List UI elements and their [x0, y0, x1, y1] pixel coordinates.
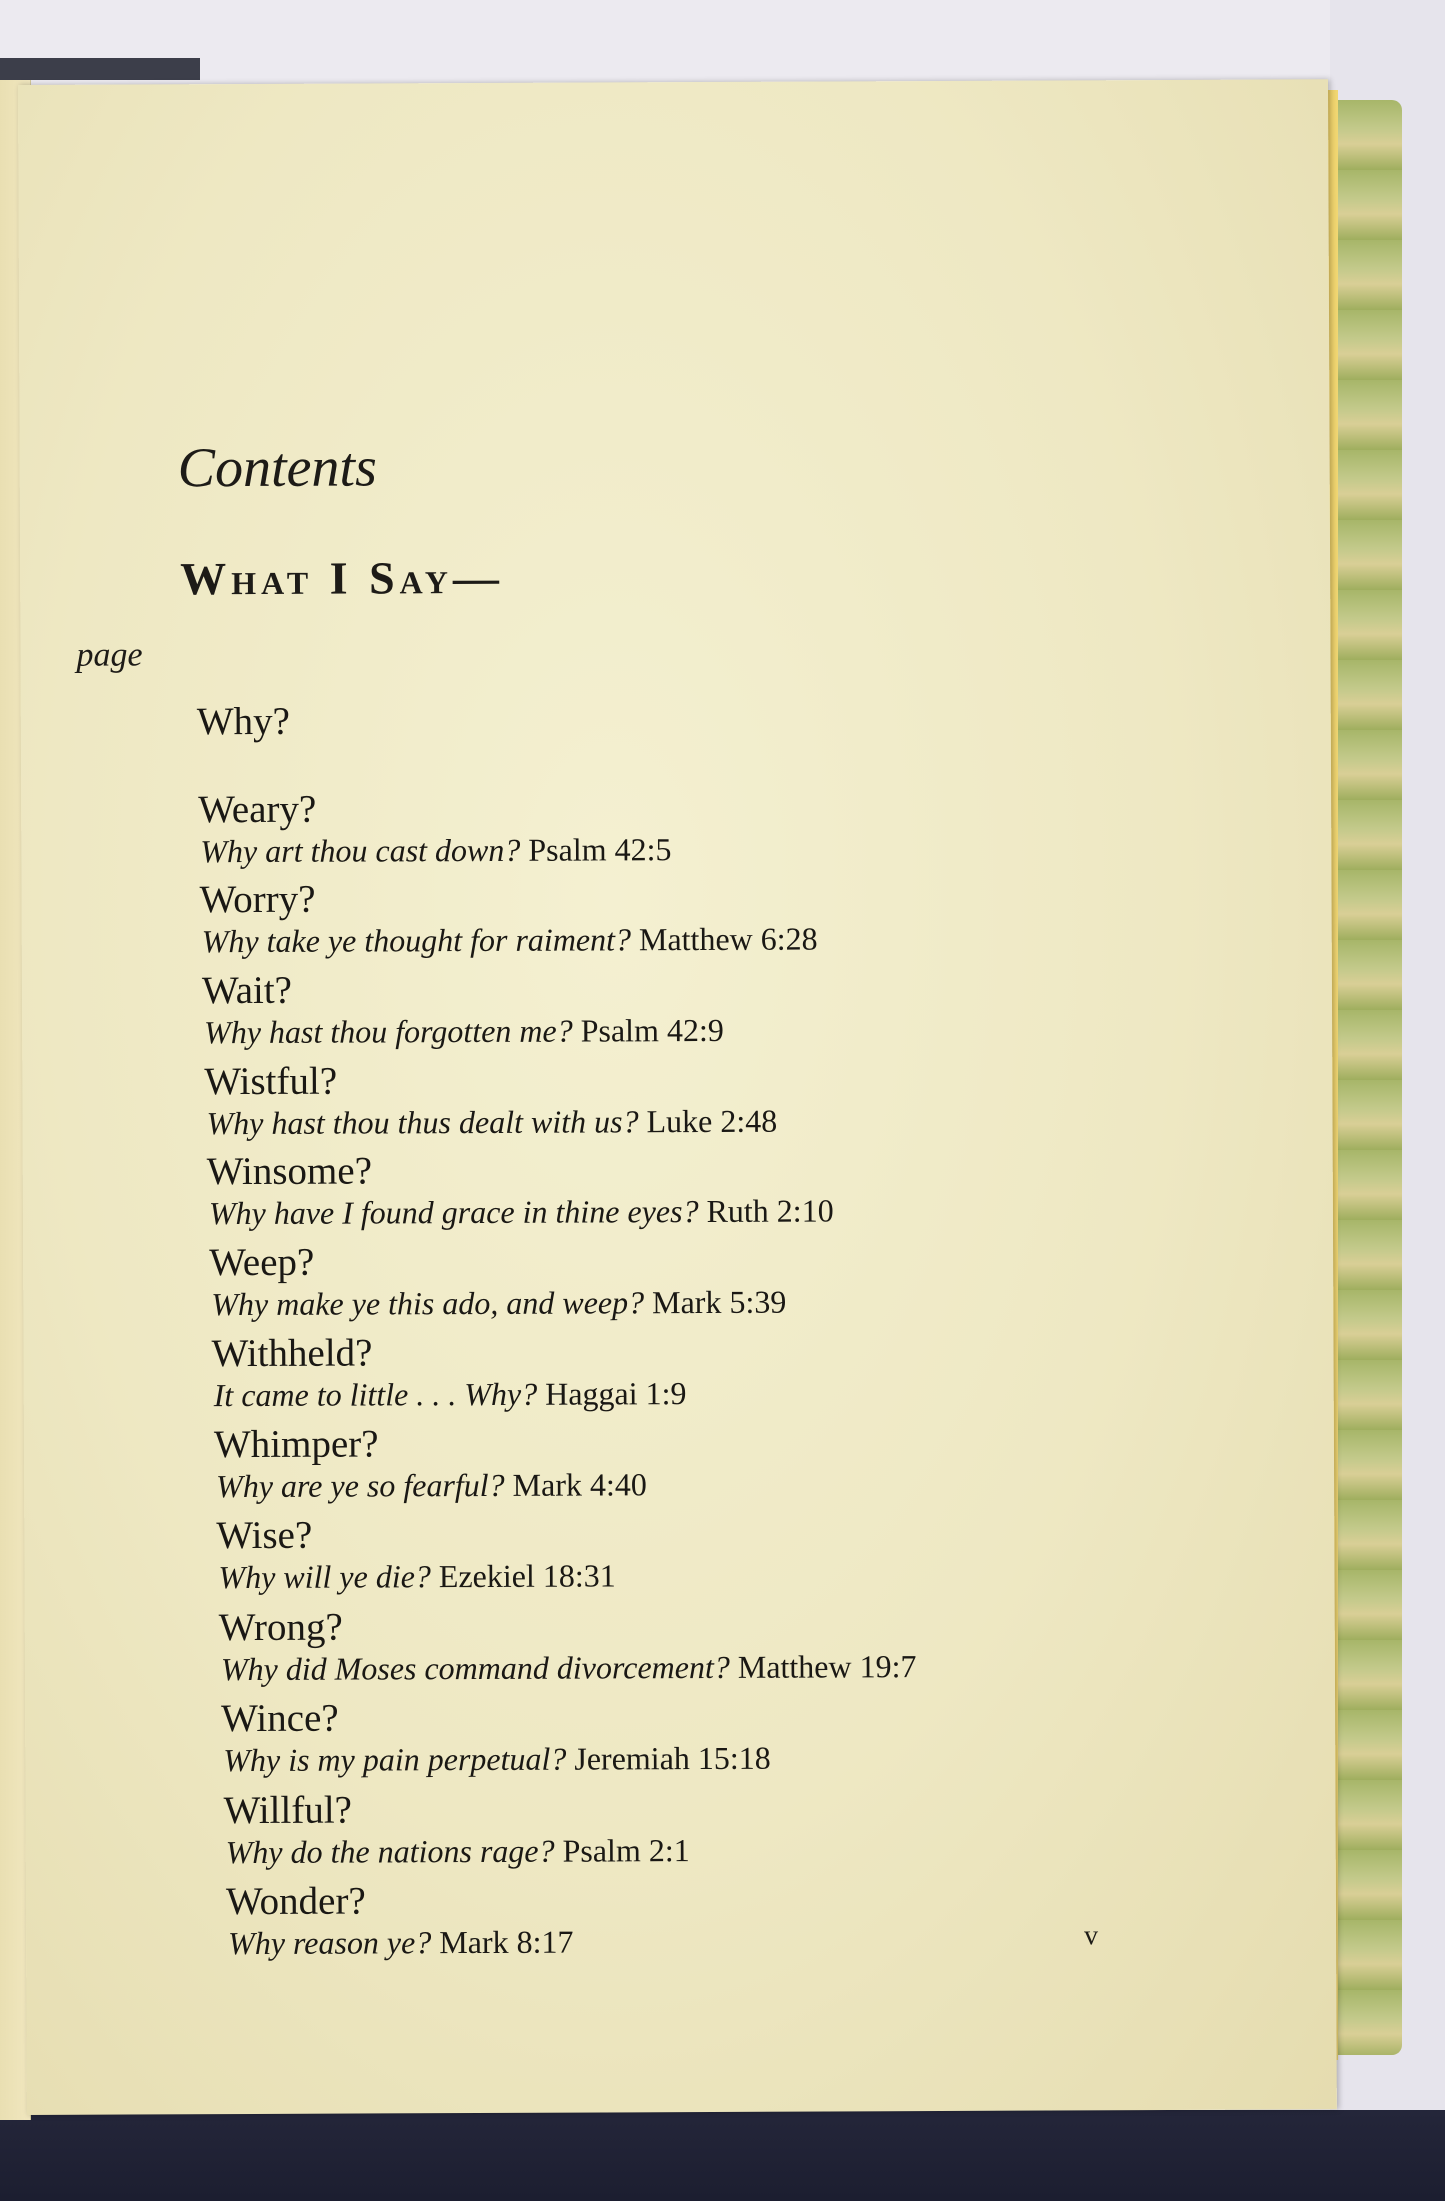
- entry-question: Why art thou cast down?: [200, 831, 521, 870]
- cover-shadow: [0, 2110, 1445, 2201]
- entry-reference: Ezekiel 18:31: [438, 1557, 616, 1595]
- entry-subtitle: [200, 831, 671, 870]
- book-cover-edge: [1328, 100, 1402, 2055]
- entry-question: Why did Moses command divorcement?: [220, 1648, 730, 1688]
- page-column-label: page: [76, 636, 143, 674]
- entry-reference: Psalm 2:1: [562, 1832, 690, 1869]
- entry-subtitle: [202, 921, 818, 961]
- entry-question: Why do the nations rage?: [225, 1832, 555, 1871]
- entry-subtitle: [228, 1924, 574, 1963]
- contents-page: [18, 79, 1337, 2115]
- entry-reference: Haggai 1:9: [545, 1375, 687, 1412]
- entry-title: Wise?: [216, 1513, 313, 1558]
- entry-title: Withheld?: [211, 1331, 373, 1376]
- entry-reference: Matthew 19:7: [737, 1648, 917, 1685]
- entry-title: Why?: [196, 699, 290, 744]
- entry-reference: Jeremiah 15:18: [574, 1739, 771, 1777]
- entry-title: Whimper?: [213, 1422, 379, 1467]
- entry-subtitle: [216, 1466, 647, 1505]
- page-title: Contents: [177, 436, 377, 500]
- entry-question: Why will ye die?: [218, 1558, 431, 1596]
- entry-question: Why have I found grace in thine eyes?: [208, 1193, 699, 1232]
- entry-reference: Psalm 42:5: [528, 831, 672, 868]
- entry-question: Why are ye so fearful?: [216, 1466, 505, 1505]
- entry-subtitle: [223, 1740, 771, 1779]
- entry-title: Willful?: [223, 1788, 353, 1833]
- entry-title: Wrong?: [218, 1605, 343, 1650]
- entry-title: Winsome?: [206, 1149, 373, 1194]
- entry-reference: Matthew 6:28: [638, 920, 818, 958]
- spine-top: [0, 58, 200, 80]
- entry-subtitle: [218, 1557, 615, 1596]
- entry-title: Weary?: [198, 787, 317, 832]
- entry-subtitle: [226, 1832, 690, 1871]
- entry-reference: Mark 4:40: [512, 1466, 647, 1503]
- entry-question: Why make ye this ado, and weep?: [211, 1284, 645, 1323]
- entry-title: Weep?: [209, 1240, 315, 1285]
- entry-reference: Mark 5:39: [652, 1283, 787, 1321]
- entry-title: Worry?: [199, 877, 316, 922]
- entry-subtitle: [214, 1375, 687, 1414]
- entry-subtitle: [209, 1192, 834, 1232]
- entry-subtitle: [221, 1648, 917, 1688]
- entry-title: Wistful?: [204, 1059, 338, 1104]
- entry-subtitle: [211, 1284, 786, 1324]
- entry-subtitle: [204, 1012, 724, 1051]
- entry-title: Wonder?: [225, 1879, 366, 1924]
- entry-question: It came to little . . . Why?: [213, 1375, 538, 1414]
- section-title: What I Say—: [180, 551, 504, 605]
- entry-question: Why take ye thought for raiment?: [201, 921, 632, 960]
- entry-title: Wince?: [221, 1696, 339, 1741]
- entry-reference: Psalm 42:9: [580, 1011, 724, 1049]
- entry-subtitle: [206, 1103, 777, 1142]
- entry-title: Wait?: [201, 968, 293, 1013]
- entry-reference: Ruth 2:10: [706, 1192, 834, 1230]
- entry-question: Why hast thou forgotten me?: [204, 1012, 573, 1051]
- entry-reference: Luke 2:48: [646, 1102, 778, 1140]
- entry-reference: Mark 8:17: [439, 1923, 574, 1961]
- entry-question: Why reason ye?: [228, 1924, 432, 1962]
- entry-question: Why is my pain perpetual?: [223, 1740, 567, 1779]
- entry-question: Why hast thou thus dealt with us?: [206, 1103, 639, 1142]
- page-folio: v: [1084, 1920, 1099, 1952]
